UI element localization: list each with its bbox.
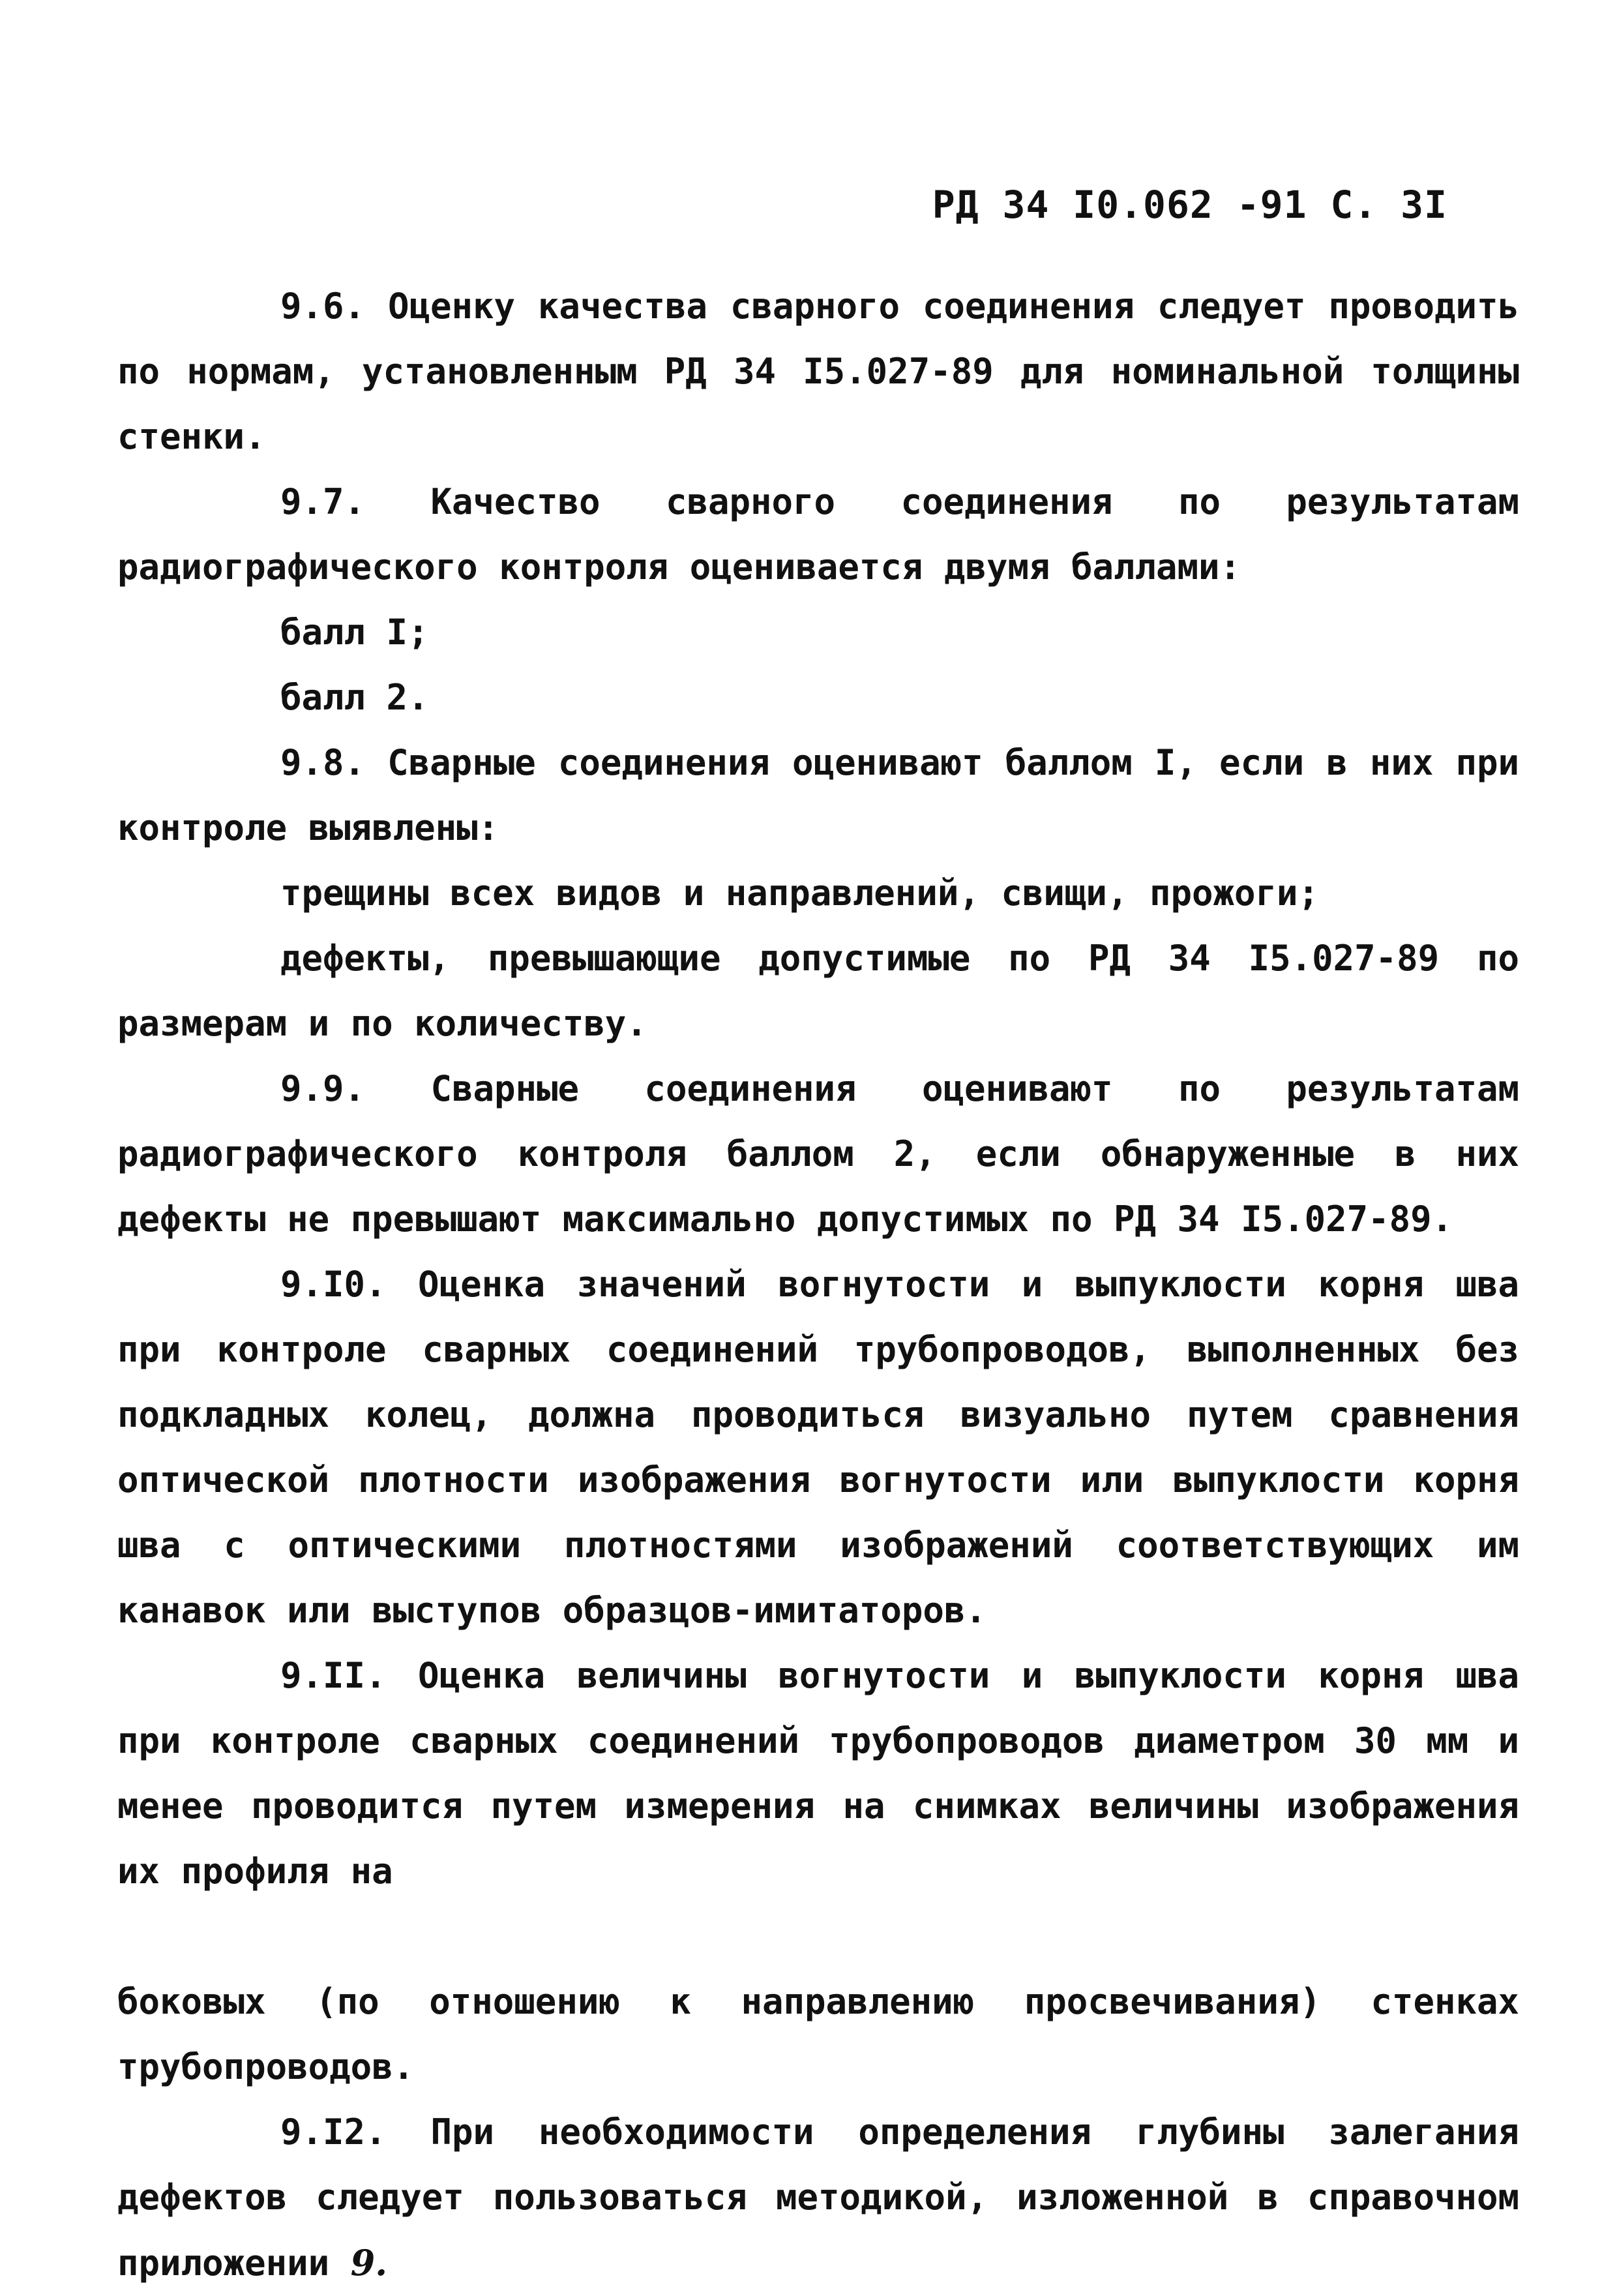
blank-line [117,1904,1519,1969]
list-item-9-8-cracks: трещины всех видов и направлений, свищи, прожоги; [280,872,1320,914]
page-header-doc-code: РД 34 I0.062 -91 С. 3I [932,183,1447,227]
paragraph-9-10: 9.I0. Оценка значений вогнутости и выпуклости корня шва при контроле сварных соединений трубопроводов, выполненных без подкладных колец, должна проводиться визуально путем сравнения оптической плотности изображения вогнутости или выпуклости корня шва с оптическими плотностями изображений соответствующих им канавок или выступов образцов-имитаторов. [117,1264,1519,1631]
paragraph-9-6: 9.6. Оценку качества сварного соединения следует проводить по нормам, установленным РД 34 I5.027-89 для номинальной толщины стенки. [117,286,1519,457]
appendix-number-handwritten: 9. [350,2242,387,2284]
paragraph-9-9: 9.9. Сварные соединения оценивают по результатам радиографического контроля баллом 2, если обнаруженные в них дефекты не превышают максимально допустимых по РД 34 I5.027-89. [117,1068,1519,1240]
paragraph-9-12-text: 9.I2. При необходимости определения глубины залегания дефектов следует пользоваться методикой, изложенной в справочном приложении [117,2111,1519,2284]
paragraph-9-11-part-2: боковых (по отношению к направлению просвечивания) стенках трубопроводов. [117,1981,1519,2087]
paragraph-9-12 [117,2100,1519,2296]
paragraph-9-11-part-1: 9.II. Оценка величины вогнутости и выпуклости корня шва при контроле сварных соединений трубопроводов диаметром 30 мм и менее проводится путем измерения на снимках величины изображения их профиля на [117,1655,1519,1892]
paragraph-9-8: 9.8. Сварные соединения оценивают баллом I, если в них при контроле выявлены: [117,742,1519,848]
document-body [117,274,1519,2296]
list-item-9-8-defects: дефекты, превышающие допустимые по РД 34 I5.027-89 по размерам и по количеству. [117,938,1519,1044]
paragraph-9-7: 9.7. Качество сварного соединения по результатам радиографического контроля оценивается двумя баллами: [117,481,1519,588]
list-item-ball-2: балл 2. [280,677,429,718]
list-item-ball-1: балл I; [280,612,429,653]
